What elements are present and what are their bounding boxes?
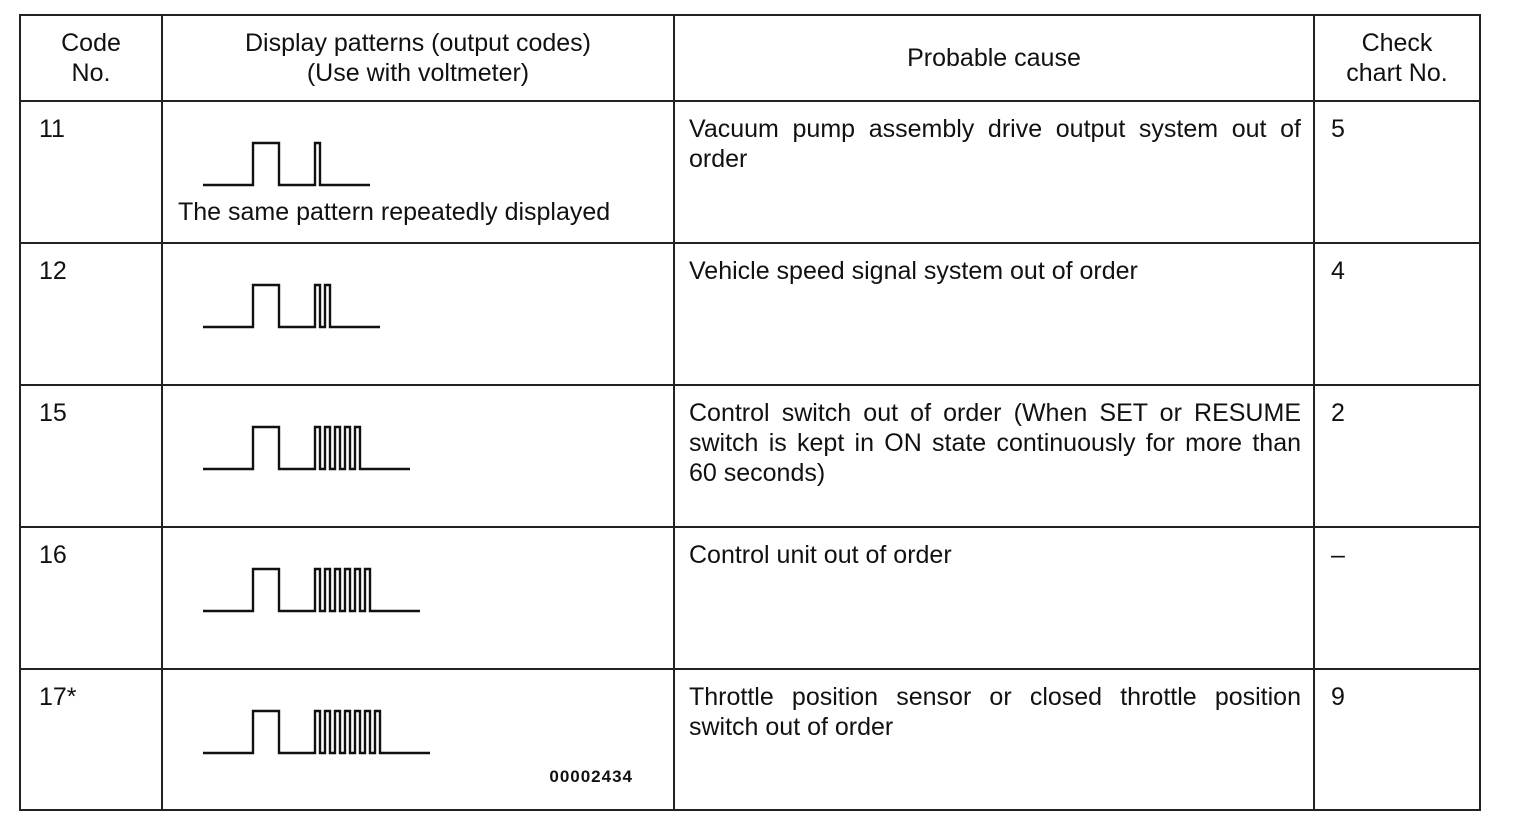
check-chart-number: – bbox=[1314, 527, 1480, 669]
header-pattern-line1: Display patterns (output codes) bbox=[244, 29, 591, 57]
check-chart-number: 2 bbox=[1314, 385, 1480, 527]
figure-id: 00002434 bbox=[549, 767, 633, 786]
probable-cause: Control unit out of order bbox=[674, 527, 1314, 669]
probable-cause: Control switch out of order (When SET or RESUME switch is kept in ON state continuously for more than 60 seconds) bbox=[674, 385, 1314, 527]
header-check-chart bbox=[1314, 15, 1480, 101]
header-check-line1: Check bbox=[1361, 29, 1433, 57]
pulse-waveform bbox=[203, 140, 493, 190]
table-header-row bbox=[20, 15, 1480, 101]
pulse-waveform bbox=[203, 708, 493, 758]
pulse-waveform bbox=[203, 424, 493, 474]
probable-cause: Throttle position sensor or closed throttle position switch out of order bbox=[674, 669, 1314, 810]
header-code-line2: No. bbox=[71, 59, 111, 87]
table-row bbox=[20, 527, 1480, 669]
table-row bbox=[20, 243, 1480, 385]
check-chart-number: 5 bbox=[1314, 101, 1480, 243]
display-pattern-cell bbox=[162, 669, 674, 810]
probable-cause: Vacuum pump assembly drive output system out of order bbox=[674, 101, 1314, 243]
table-row bbox=[20, 669, 1480, 810]
code-number: 16 bbox=[20, 527, 162, 669]
display-pattern-cell bbox=[162, 101, 674, 243]
table-row bbox=[20, 385, 1480, 527]
display-pattern-cell bbox=[162, 243, 674, 385]
code-number: 12 bbox=[20, 243, 162, 385]
code-number: 15 bbox=[20, 385, 162, 527]
header-check-line2: chart No. bbox=[1346, 59, 1448, 87]
probable-cause: Vehicle speed signal system out of order bbox=[674, 243, 1314, 385]
table-row bbox=[20, 101, 1480, 243]
pattern-note: The same pattern repeatedly displayed bbox=[178, 198, 611, 226]
diagnosis-code-table bbox=[19, 14, 1481, 811]
pulse-waveform bbox=[203, 282, 493, 332]
code-number: 17* bbox=[20, 669, 162, 810]
header-pattern-line2: (Use with voltmeter) bbox=[306, 59, 530, 87]
header-code-line1: Code bbox=[61, 29, 121, 57]
header-probable-cause: Probable cause bbox=[674, 15, 1314, 101]
display-pattern-cell bbox=[162, 385, 674, 527]
code-number: 11 bbox=[20, 101, 162, 243]
pulse-waveform bbox=[203, 566, 493, 616]
display-pattern-cell bbox=[162, 527, 674, 669]
check-chart-number: 9 bbox=[1314, 669, 1480, 810]
check-chart-number: 4 bbox=[1314, 243, 1480, 385]
header-display-patterns bbox=[162, 15, 674, 101]
header-code-no bbox=[20, 15, 162, 101]
